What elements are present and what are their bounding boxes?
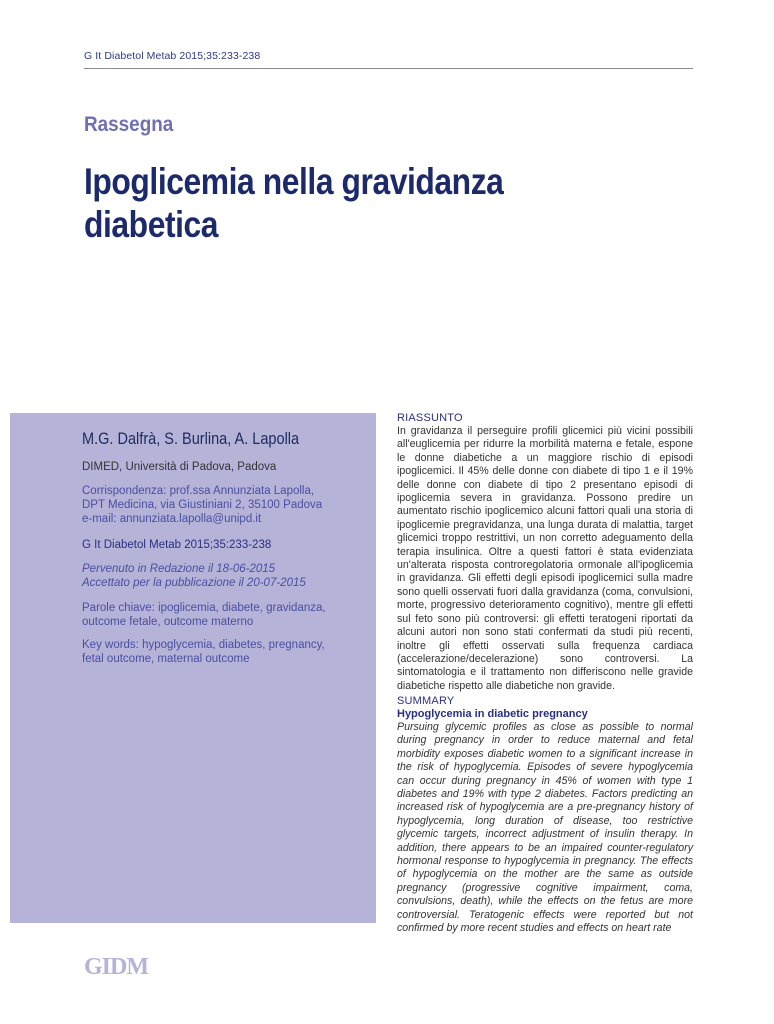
authors: M.G. Dalfrà, S. Burlina, A. Lapolla <box>82 430 300 448</box>
keywords-line: outcome fetale, outcome materno <box>82 616 254 628</box>
correspondence <box>82 484 332 526</box>
received-date: Pervenuto in Redazione il 18-06-2015 <box>82 563 276 575</box>
correspondence-email[interactable]: e-mail: annunziata.lapolla@unipd.it <box>82 513 262 525</box>
header-rule <box>84 68 693 69</box>
running-head: G It Diabetol Metab 2015;35:233-238 <box>84 50 261 62</box>
keywords-english <box>82 638 332 666</box>
affiliation: DIMED, Università di Padova, Padova <box>82 461 277 473</box>
riassunto-heading: RIASSUNTO <box>397 412 463 424</box>
riassunto-text: In gravidanza il perseguire profili glicemici più vicini possibili all'euglicemia per ridurre la morbilità materna e fetale, espone le donne diabetiche a un maggiore rischio di episodi ipoglicemici. Il 45% delle donne con diabete di tipo 1 e il 19% delle donne con diabete di tipo 2 presentano episodi di ipoglicemia severa in gravidanza. Possono predire un aumentato rischio ipoglicemico alcuni fattori quali una storia di ipoglicemie pregravidanza, una lunga durata di malattia, target glicemici troppo restrittivi, un non corretto adeguamento della terapia insulinica. Oltre a questi fattori è stata evidenziata un'alterata risposta controregolatoria ormonale all'ipoglicemia in gravidanza. Gli effetti degli episodi ipoglicemici sulla madre sono quelli osservati fuori dalla gravidanza (coma, convulsioni, morte, progressivo deterioramento cognitivo), mentre gli effetti sul feto sono più controversi: gli effetti teratogeni riportati da alcuni autori non sono stati confermati da studi più recenti, inoltre gli effetti osservati sulla frequenza cardiaca (accelerazione/decelerazione) sono controversi. La sintomatologia e il trattamento non differiscono nelle gravide diabetiche rispetto alle diabetiche non gravide. <box>397 425 693 692</box>
journal-logo: GIDM <box>84 954 148 980</box>
keywords-line: fetal outcome, maternal outcome <box>82 653 250 665</box>
summary-section <box>397 695 693 936</box>
summary-text: Pursuing glycemic profiles as close as possible to normal during pregnancy in order to reduce maternal and fetal morbidity exposes diabetic women to a significant increase in the risk of hypoglycemia. Episodes of severe hypoglycemia can occur during pregnancy in 45% of women with type 1 diabetes and 19% with type 2 diabetes. Factors predicting an increased risk of hypoglycemia are a pre-pregnancy history of hypoglycemia, long duration of disease, too restrictive glycemic targets, incorrect adjustment of insulin therapy. In addition, there appears to be an impaired counter-regulatory hormonal response to hypoglycemia in pregnancy. The effects of hypoglycemia on the mother are the same as outside pregnancy (progressive cognitive impairment, coma, convulsions, death), while the effects on the fetus are more controversial. Teratogenic effects were reported but not confirmed by more recent studies and effects on heart rate <box>397 721 693 935</box>
summary-heading: SUMMARY <box>397 695 455 707</box>
submission-dates <box>82 562 332 590</box>
section-label: Rassegna <box>84 113 174 136</box>
article-title <box>84 160 600 246</box>
riassunto-section <box>397 412 693 693</box>
correspondence-line: DPT Medicina, via Giustiniani 2, 35100 Padova <box>82 499 323 511</box>
accepted-date: Accettato per la pubblicazione il 20-07-2015 <box>82 577 306 589</box>
title-line-2: diabetica <box>84 204 219 245</box>
title-line-1: Ipoglicemia nella gravidanza <box>84 161 504 202</box>
keywords-line: Parole chiave: ipoglicemia, diabete, gravidanza, <box>82 602 326 614</box>
correspondence-line: Corrispondenza: prof.ssa Annunziata Lapolla, <box>82 485 315 497</box>
keywords-italian <box>82 601 332 629</box>
keywords-line: Key words: hypoglycemia, diabetes, pregnancy, <box>82 639 325 651</box>
summary-subheading: Hypoglycemia in diabetic pregnancy <box>397 708 588 720</box>
citation: G It Diabetol Metab 2015;35:233-238 <box>82 539 272 551</box>
